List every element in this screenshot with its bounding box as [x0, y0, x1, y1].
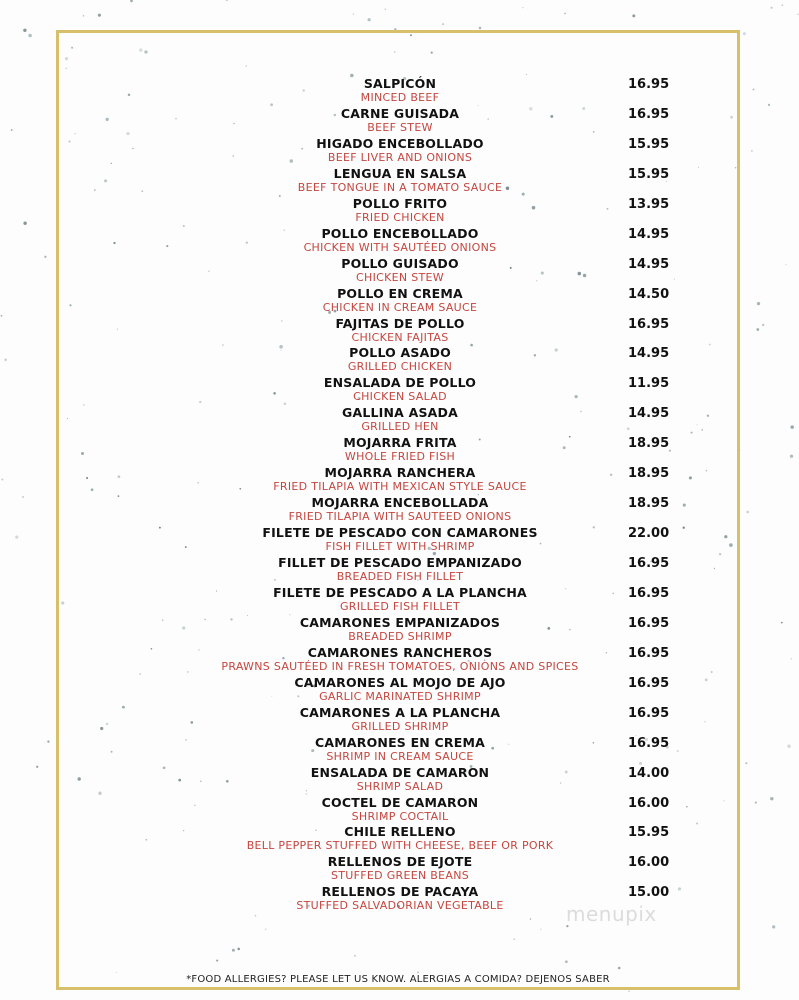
menu-item-price: 16.95 — [628, 556, 670, 571]
menu-item-description: BEEF STEW — [367, 120, 433, 134]
speckle — [479, 27, 482, 30]
speckle — [790, 455, 793, 458]
speckle — [36, 766, 38, 768]
speckle — [23, 222, 26, 225]
menu-item-description: BREADED SHRIMP — [348, 629, 452, 643]
menu-item-name: MOJARRA FRITA — [343, 435, 457, 451]
speckle — [787, 745, 790, 748]
speckle — [743, 32, 746, 35]
menu-item-description: FRIED TILAPIA WITH SAUTEED ONIONS — [288, 510, 512, 524]
menu-item-description: PRAWNS SAUTÉED IN FRESH TOMATOES, ONIONS AND SPICES — [221, 659, 579, 673]
menu-item-price: 18.95 — [628, 496, 670, 512]
speckle — [753, 88, 755, 90]
speckle — [4, 359, 7, 362]
speckle — [771, 7, 773, 9]
menu-item — [180, 136, 680, 166]
menu-item-description: SHRIMP IN CREAM SAUCE — [326, 749, 474, 763]
menu-list — [180, 76, 680, 914]
menu-item-description: MINCED BEEF — [360, 91, 440, 104]
menu-item-description: BEEF TONGUE IN A TOMATO SAUCE — [297, 180, 503, 194]
menu-item-description: GRILLED FISH FILLET — [339, 599, 461, 613]
speckle — [522, 7, 523, 8]
speckle — [762, 324, 764, 326]
menu-item-name: ENSALADA DE CAMARON — [310, 764, 490, 780]
menu-item-name: HIGADO ENCEBOLLADO — [316, 135, 484, 151]
menu-item-description: SHRIMP SALAD — [356, 779, 444, 793]
speckle — [782, 4, 783, 5]
menu-item-name: FILETE DE PESCADO A LA PLANCHA — [273, 584, 527, 600]
menu-item-name: CAMARONES RANCHEROS — [307, 644, 493, 660]
speckle — [83, 15, 84, 16]
menu-item-name: POLLO GUISADO — [341, 255, 459, 271]
menu-item-price: 16.95 — [628, 585, 670, 601]
menu-item — [180, 76, 680, 106]
speckle — [47, 741, 49, 743]
menu-item-price: 18.95 — [628, 436, 670, 452]
menu-item-price: 14.95 — [628, 406, 670, 422]
menu-item-description: FRIED TILAPIA WITH MEXICAN STYLE SAUCE — [273, 480, 527, 494]
menu-item-name: CAMARONES EMPANIZADOS — [299, 614, 501, 630]
menu-item-price: 15.95 — [628, 825, 670, 841]
menu-item-price: 16.00 — [628, 855, 670, 871]
menu-item-description: CHICKEN STEW — [356, 270, 444, 284]
menu-item-name: GALLINA ASADA — [341, 405, 458, 421]
speckle — [385, 9, 386, 10]
menu-item-description: STUFFED GREEN BEANS — [330, 869, 470, 883]
menu-item — [180, 765, 680, 795]
menu-item-name: ENSALADA DE POLLO — [323, 375, 477, 391]
menu-item — [180, 196, 680, 226]
menu-item — [180, 465, 680, 495]
menu-item-price: 18.95 — [628, 466, 670, 482]
menu-item-price: 16.95 — [628, 675, 670, 691]
speckle — [442, 23, 444, 25]
menu-item-name: FILETE DE PESCADO CON CAMARONES — [262, 525, 538, 541]
menu-item-price: 15.95 — [628, 136, 670, 152]
menu-item — [180, 495, 680, 525]
menu-item-name: MOJARRA ENCEBOLLADA — [311, 495, 489, 511]
menu-item-price: 14.95 — [628, 256, 670, 272]
menu-item-description: BEEF LIVER AND ONIONS — [327, 150, 473, 164]
speckle — [226, 0, 228, 1]
menu-item-name: RELLENOS DE PACAYA — [321, 884, 479, 900]
speckle — [746, 511, 749, 514]
menu-item — [180, 735, 680, 765]
speckle — [790, 425, 793, 428]
speckle — [628, 991, 629, 992]
menu-item — [180, 585, 680, 615]
menu-item-price: 16.00 — [628, 795, 670, 811]
menu-item — [180, 525, 680, 555]
speckle — [44, 256, 46, 258]
speckle — [757, 302, 760, 305]
menu-item — [180, 615, 680, 645]
menu-item — [180, 435, 680, 465]
menu-item-price: 16.95 — [628, 645, 670, 661]
menu-item-description: WHOLE FRIED FISH — [344, 450, 456, 464]
menu-item-price: 11.95 — [628, 376, 670, 392]
menu-item-name: CAMARONES AL MOJO DE AJO — [294, 674, 506, 690]
speckle — [22, 496, 24, 498]
speckle — [1, 315, 3, 317]
menu-item-description: BREADED FISH FILLET — [336, 570, 464, 583]
speckle — [797, 14, 798, 15]
menu-item-price: 14.50 — [628, 286, 670, 302]
menu-item-description: CHICKEN IN CREAM SAUCE — [322, 300, 478, 314]
menu-item — [180, 795, 680, 825]
speckle — [11, 129, 13, 131]
menu-item-name: CAMARONES EN CREMA — [315, 734, 485, 750]
menu-item-description: CHICKEN WITH SAUTÉED ONIONS — [303, 240, 497, 254]
menu-item-price: 14.00 — [628, 765, 670, 781]
menu-item — [180, 316, 680, 346]
speckle — [768, 104, 770, 106]
menu-item-description: SHRIMP COCTAIL — [351, 809, 449, 823]
menu-item — [180, 166, 680, 196]
speckle — [15, 536, 18, 539]
speckle — [367, 18, 370, 21]
speckle — [98, 14, 101, 17]
menu-item-description: GARLIC MARINATED SHRIMP — [319, 689, 481, 703]
menu-item-name: LENGUA EN SALSA — [333, 165, 467, 181]
menu-item-description: CHICKEN FAJITAS — [351, 330, 449, 344]
menu-item-name: FILLET DE PESCADO EMPANIZADO — [278, 555, 522, 570]
speckle — [28, 34, 32, 38]
menu-item-name: MOJARRA RANCHERA — [324, 465, 476, 481]
menu-item-name: CAMARONES A LA PLANCHA — [299, 704, 501, 720]
menu-item-name: CARNE GUISADA — [340, 105, 460, 121]
menu-item-description: BELL PEPPER STUFFED WITH CHEESE, BEEF OR PORK — [246, 839, 554, 853]
menu-item-description: STUFFED SALVADORIAN VEGETABLE — [296, 899, 504, 913]
speckle — [755, 802, 757, 804]
menu-item-price: 16.95 — [628, 705, 670, 721]
menu-item — [180, 106, 680, 136]
menu-item-price: 15.95 — [628, 166, 670, 182]
speckle — [130, 0, 133, 2]
menu-item-price: 16.95 — [628, 106, 670, 122]
speckle — [781, 622, 783, 624]
speckle — [1, 479, 3, 481]
menu-item-price: 16.95 — [628, 316, 670, 332]
menu-item — [180, 405, 680, 435]
menu-item — [180, 854, 680, 884]
menu-item-price: 15.00 — [628, 885, 670, 901]
menu-item-price: 13.95 — [628, 196, 670, 212]
watermark: menupix — [566, 902, 657, 926]
menu-item — [180, 705, 680, 735]
speckle — [353, 13, 354, 14]
menu-item-price: 14.95 — [628, 226, 670, 242]
menu-item-price: 14.95 — [628, 346, 670, 362]
menu-item-name: SALPICÓN — [363, 76, 437, 91]
menu-item — [180, 824, 680, 854]
menu-item-name: POLLO EN CREMA — [337, 285, 463, 301]
menu-item — [180, 645, 680, 675]
speckle — [791, 658, 792, 659]
menu-item — [180, 555, 680, 585]
speckle — [751, 150, 753, 152]
menu-item-price: 16.95 — [628, 77, 670, 92]
menu-item-description: GRILLED SHRIMP — [351, 719, 449, 733]
menu-item — [180, 675, 680, 705]
menu-item-description: GRILLED HEN — [361, 420, 439, 434]
speckle — [564, 13, 566, 15]
speckle — [632, 14, 635, 17]
menu-item-name: COCTEL DE CAMARON — [321, 794, 479, 810]
menu-item-description: FISH FILLET WITH SHRIMP — [325, 540, 475, 554]
allergy-note: *FOOD ALLERGIES? PLEASE LET US KNOW. ALERGIAS A COMIDA? DEJENOS SABER — [186, 974, 610, 985]
menu-item-price: 22.00 — [628, 526, 670, 542]
menu-item — [180, 226, 680, 256]
speckle — [772, 925, 775, 928]
menu-item-price: 16.95 — [628, 615, 670, 631]
menu-item-name: POLLO ENCEBOLLADO — [321, 225, 479, 241]
menu-item — [180, 345, 680, 375]
menu-item-name: POLLO FRITO — [352, 195, 448, 211]
menu-item-name: RELLENOS DE EJOTE — [327, 854, 473, 870]
speckle — [23, 29, 26, 32]
speckle — [756, 328, 759, 331]
speckle — [745, 762, 747, 764]
speckle — [770, 797, 773, 800]
menu-item-name: CHILE RELLENO — [344, 824, 456, 840]
speckle — [785, 264, 786, 265]
menu-item-description: CHICKEN SALAD — [353, 390, 447, 404]
menu-item — [180, 286, 680, 316]
menu-item-description: GRILLED CHICKEN — [347, 360, 453, 374]
menu-item — [180, 375, 680, 405]
menu-item-name: POLLO ASADO — [349, 345, 451, 361]
menu-item — [180, 256, 680, 286]
menu-item-name: FAJITAS DE POLLO — [335, 315, 465, 331]
menu-item-description: FRIED CHICKEN — [355, 210, 445, 224]
menu-item-price: 16.95 — [628, 735, 670, 751]
